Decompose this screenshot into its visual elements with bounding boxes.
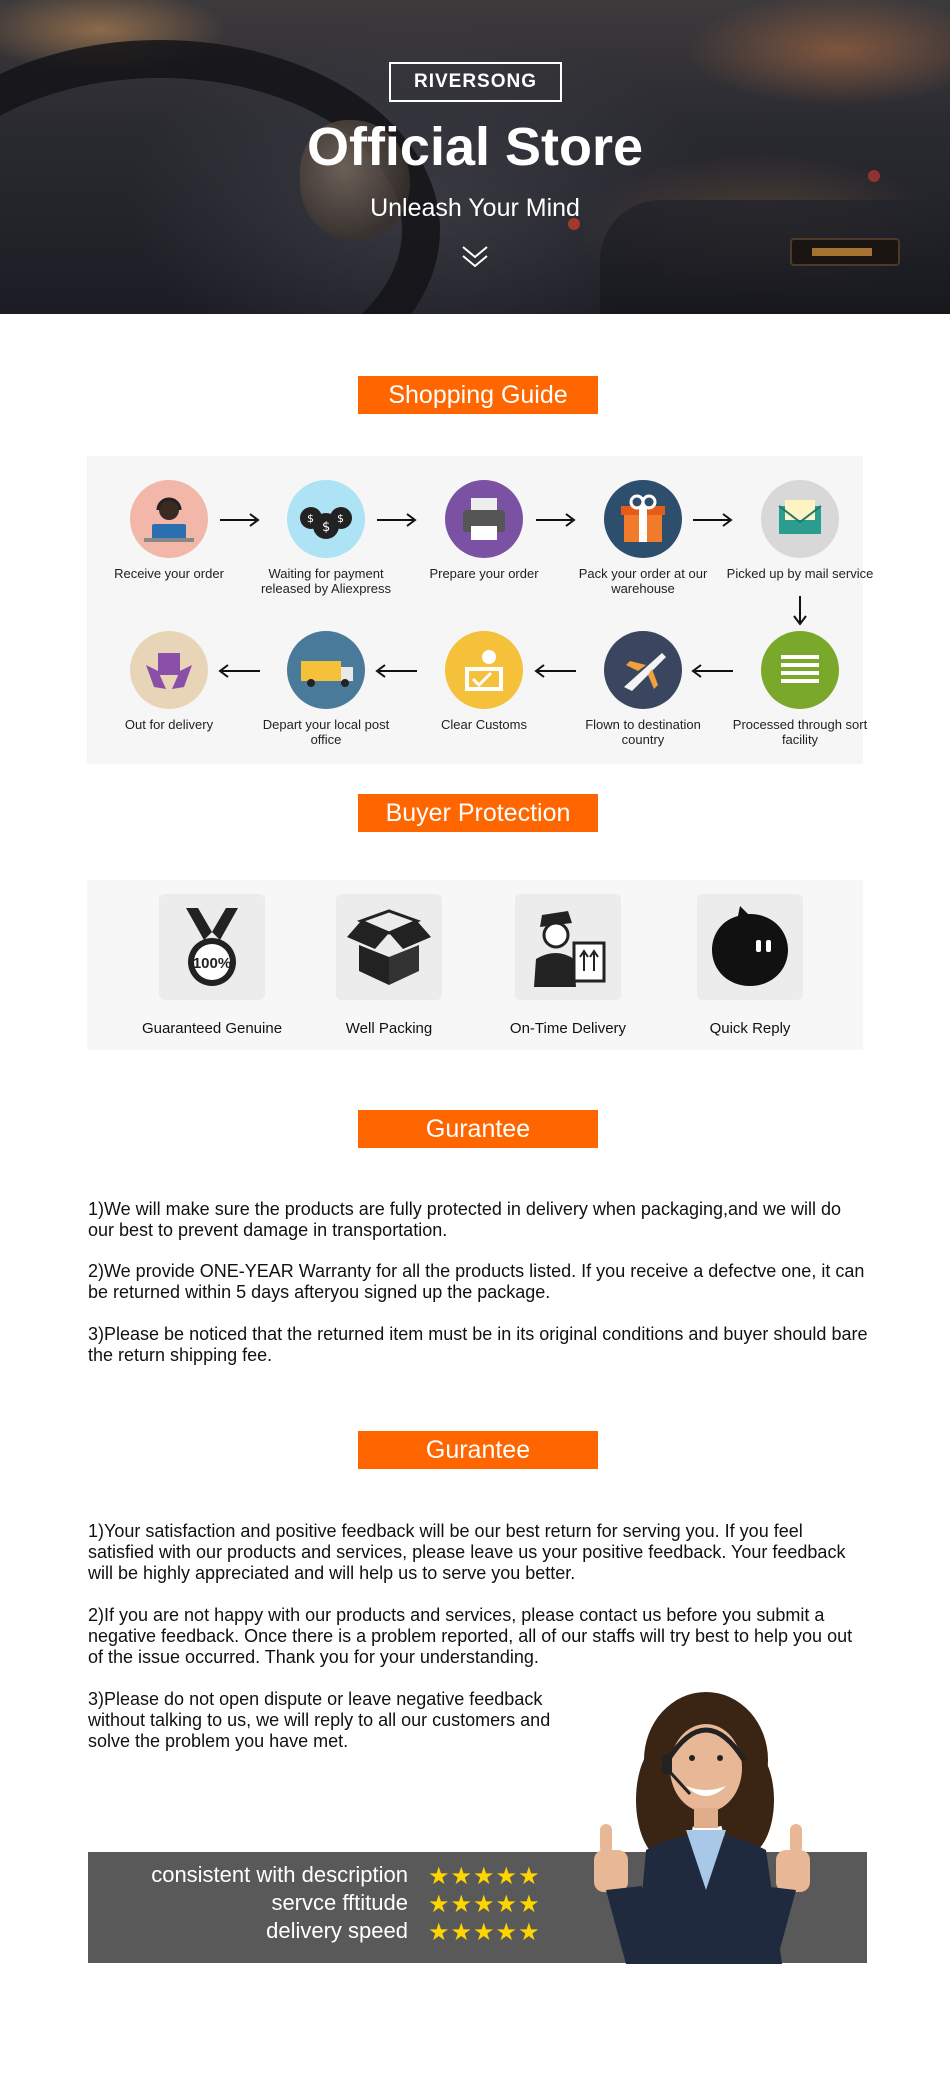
arrow-left-icon	[534, 664, 576, 678]
step-prepare-order	[404, 480, 564, 581]
money-bags-icon	[287, 480, 365, 558]
rating-row	[88, 1918, 408, 1944]
step-receive-order	[89, 480, 249, 581]
customs-officer-icon	[445, 631, 523, 709]
protection-item-packing	[304, 894, 474, 1037]
arrow-left-icon	[375, 664, 417, 678]
step-label: Flown to destination country	[585, 717, 701, 747]
medal-100-icon	[159, 894, 265, 1000]
step-clear-customs	[404, 631, 564, 732]
protection-item-genuine	[127, 894, 297, 1037]
protection-label: Quick Reply	[709, 1020, 791, 1037]
radio-display-graphic	[790, 238, 900, 266]
rating-row	[88, 1890, 408, 1916]
support-agent-photo	[586, 1690, 816, 1964]
page-subtitle: Unleash Your Mind	[370, 194, 580, 222]
brand-logo: RIVERSONG	[389, 62, 562, 102]
customer-service-icon	[130, 480, 208, 558]
svg-text:$: $	[322, 520, 331, 535]
gift-box-icon	[604, 480, 682, 558]
guarantee-heading: Gurantee	[358, 1110, 598, 1148]
guarantee-paragraph: 1)We will make sure the products are fully protected in delivery when packaging,and we will do our best to prevent damage in transportation.	[88, 1199, 842, 1240]
courier-icon	[515, 894, 621, 1000]
shopping-guide-panel	[87, 456, 874, 764]
protection-label: Well Packing	[345, 1020, 433, 1037]
arrow-right-icon	[536, 513, 578, 527]
svg-text:$: $	[337, 512, 344, 525]
protection-label: Guaranteed Genuine	[141, 1020, 283, 1037]
step-flown	[563, 631, 723, 747]
step-label: Picked up by mail service	[726, 566, 874, 581]
step-label: Pack your order at our warehouse	[578, 566, 708, 596]
rating-label: servce fftitude	[271, 1890, 408, 1915]
step-picked-up	[720, 480, 880, 581]
hero-banner	[0, 0, 950, 314]
airplane-icon	[604, 631, 682, 709]
arrow-right-icon	[220, 513, 262, 527]
hands-package-icon	[130, 631, 208, 709]
guarantee-paragraph: 3)Please be noticed that the returned item must be in its original conditions and buyer should bare the return shipping fee.	[88, 1324, 868, 1365]
page-title: Official Store	[306, 117, 644, 177]
step-label: Processed through sort facility	[732, 717, 868, 747]
printer-icon	[445, 480, 523, 558]
medal-badge-text: 100%	[192, 955, 232, 972]
step-depart-post-office	[246, 631, 406, 747]
guarantee-heading: Gurantee	[358, 1431, 598, 1469]
five-star-rating-icon: ★★★★★	[428, 1891, 541, 1918]
step-label: Prepare your order	[429, 566, 539, 581]
rating-label: consistent with description	[151, 1862, 408, 1887]
delivery-truck-icon	[287, 631, 365, 709]
guarantee-paragraph: 2)We provide ONE-YEAR Warranty for all the products listed. If you receive a defectve one, it can be returned within 5 days afteryou signed up the package.	[88, 1261, 865, 1302]
rating-label: delivery speed	[266, 1918, 408, 1943]
rating-row	[88, 1862, 408, 1888]
feedback-paragraph: 2)If you are not happy with our products and services, please contact us before you submit a negative feedback. Once there is a problem reported, all of our staffs will try best to help you out of the issue occurred. Thank you for your understanding.	[88, 1605, 853, 1667]
step-label: Depart your local post office	[262, 717, 390, 747]
step-label: Clear Customs	[441, 717, 527, 732]
arrow-left-icon	[218, 664, 260, 678]
double-chevron-down-icon[interactable]	[460, 244, 490, 270]
step-sort-facility	[720, 631, 880, 747]
step-out-for-delivery	[89, 631, 249, 732]
arrow-down-icon	[793, 596, 807, 626]
buyer-protection-panel	[87, 880, 863, 1050]
step-pack-order	[563, 480, 723, 596]
sort-lines-icon	[761, 631, 839, 709]
feedback-paragraph: 3)Please do not open dispute or leave negative feedback without talking to us, we will reply to all our customers and solve the problem you have met.	[88, 1689, 551, 1751]
step-label: Out for delivery	[124, 717, 214, 732]
step-waiting-payment	[246, 480, 406, 596]
feedback-paragraph: 1)Your satisfaction and positive feedback will be our best return for serving you. If you feel satisfied with our products and services, please leave us your positive feedback. Your feedback will be highly appreciated and will help us to serve you better.	[88, 1521, 846, 1583]
arrow-left-icon	[691, 664, 733, 678]
protection-item-quick-reply	[665, 894, 835, 1037]
buyer-protection-heading: Buyer Protection	[358, 794, 598, 832]
mail-envelope-icon	[761, 480, 839, 558]
svg-text:$: $	[307, 512, 314, 525]
chat-bubble-icon	[697, 894, 803, 1000]
five-star-rating-icon: ★★★★★	[428, 1919, 541, 1946]
arrow-right-icon	[377, 513, 419, 527]
five-star-rating-icon: ★★★★★	[428, 1863, 541, 1890]
arrow-right-icon	[693, 513, 735, 527]
shopping-guide-heading: Shopping Guide	[358, 376, 598, 414]
protection-label: On-Time Delivery	[509, 1020, 627, 1037]
step-label: Receive your order	[114, 566, 224, 581]
step-label: Waiting for payment released by Aliexpress	[260, 566, 392, 596]
open-box-icon	[336, 894, 442, 1000]
protection-item-delivery	[483, 894, 653, 1037]
